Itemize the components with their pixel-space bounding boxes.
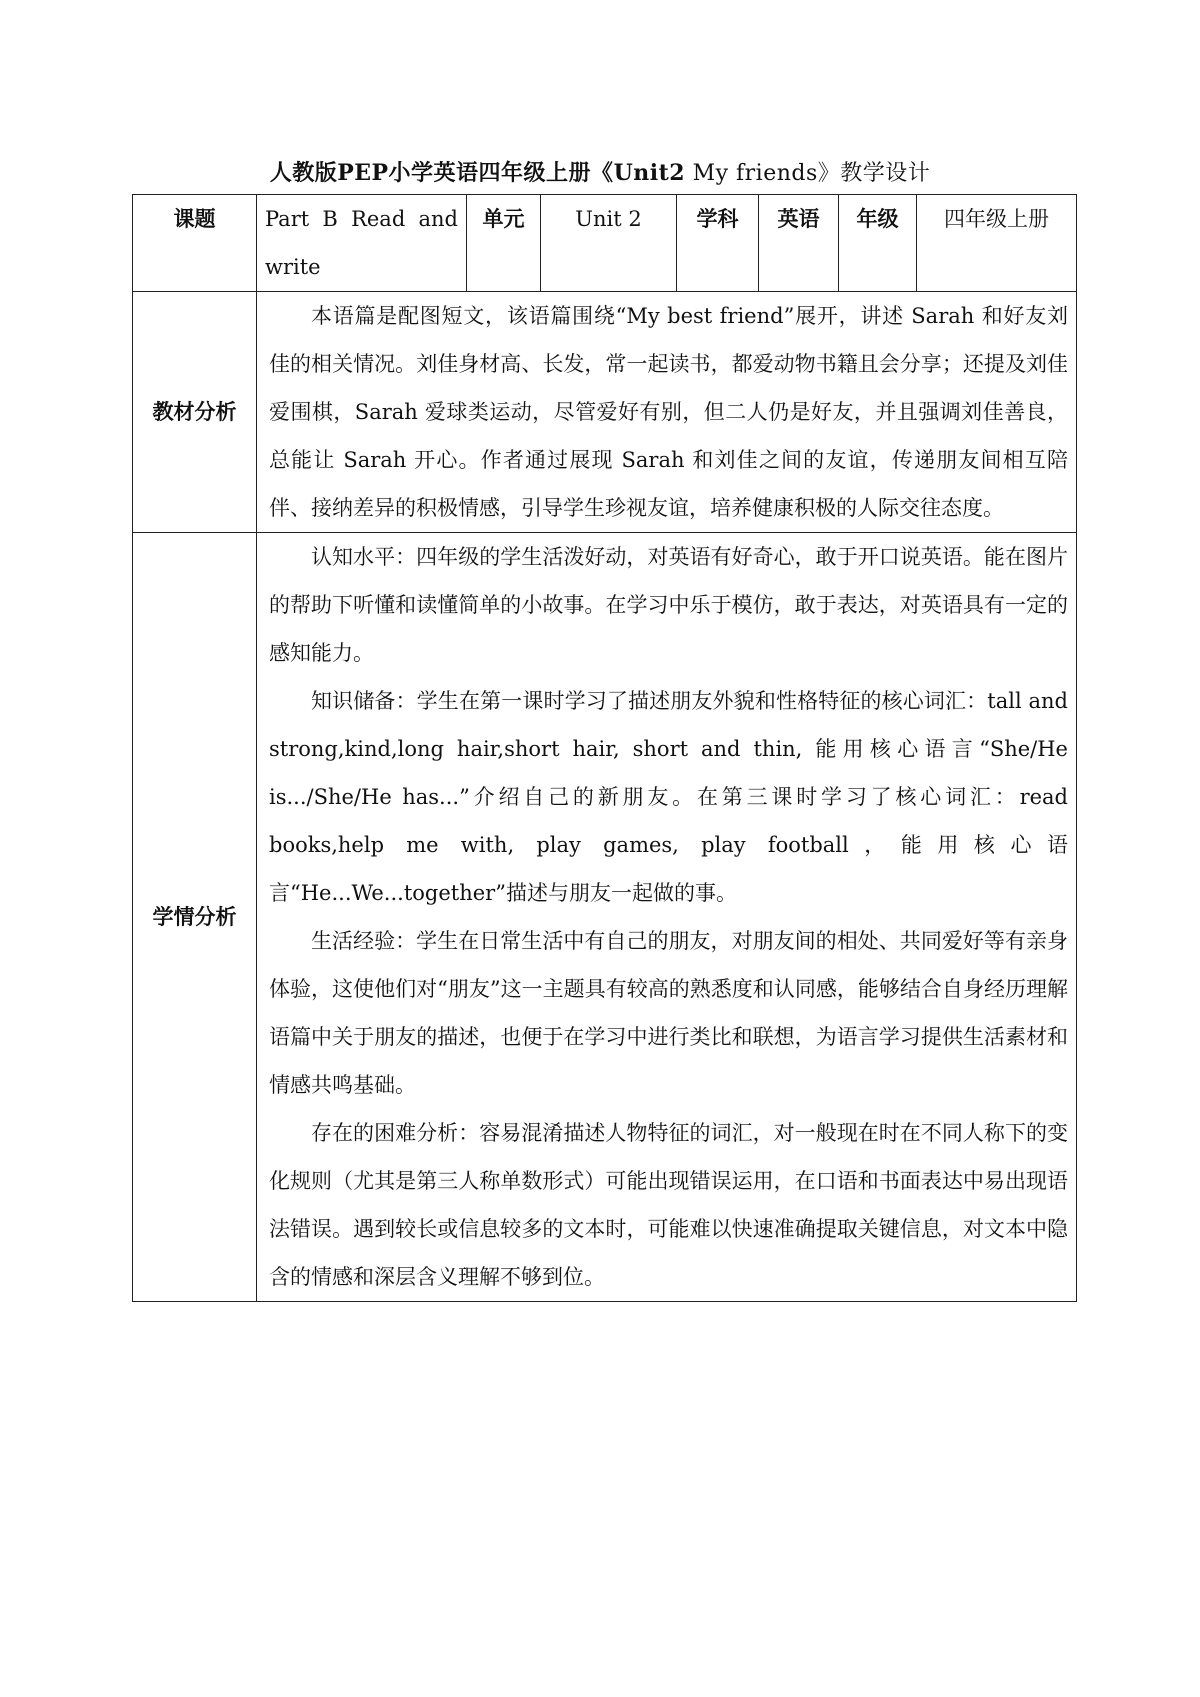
topic-label: 课题 bbox=[133, 195, 257, 292]
material-analysis-label: 教材分析 bbox=[133, 292, 257, 533]
student-analysis-label: 学情分析 bbox=[133, 533, 257, 1302]
lesson-design-table bbox=[132, 194, 1077, 1302]
title-suffix: My friends》教学设计 bbox=[685, 161, 931, 186]
grade-value: 四年级上册 bbox=[917, 195, 1077, 292]
subject-value: 英语 bbox=[759, 195, 839, 292]
topic-value: Part B Read and write bbox=[257, 195, 467, 292]
title-prefix: 人教版PEP小学英语四年级上册《 bbox=[269, 160, 614, 186]
grade-label: 年级 bbox=[839, 195, 917, 292]
unit-label: 单元 bbox=[467, 195, 541, 292]
knowledge-reserve-paragraph: 知识储备：学生在第一课时学习了描述朋友外貌和性格特征的核心词汇：tall and strong,kind,long hair,short hair, short and thin, 能用核心语言“She/He is.../She/He has...”介绍自己的新朋友。在第三课时学习了核心词汇：read books,help me with, play games, play football，能用核心语言“He...We...together”描述与朋友一起做的事。 bbox=[269, 689, 1068, 905]
cognitive-level-paragraph: 认知水平：四年级的学生活泼好动，对英语有好奇心，敢于开口说英语。能在图片的帮助下听懂和读懂简单的小故事。在学习中乐于模仿，敢于表达，对英语具有一定的感知能力。 bbox=[269, 545, 1068, 665]
title-unit: Unit2 bbox=[613, 160, 686, 186]
subject-label: 学科 bbox=[677, 195, 759, 292]
student-analysis-body bbox=[257, 533, 1077, 1302]
header-row bbox=[133, 195, 1077, 292]
material-analysis-row bbox=[133, 292, 1077, 533]
difficulty-analysis-paragraph: 存在的困难分析：容易混淆描述人物特征的词汇，对一般现在时在不同人称下的变化规则（尤其是第三人称单数形式）可能出现错误运用，在口语和书面表达中易出现语法错误。遇到较长或信息较多的文本时，可能难以快速准确提取关键信息，对文本中隐含的情感和深层含义理解不够到位。 bbox=[269, 1121, 1068, 1289]
material-analysis-body bbox=[257, 292, 1077, 533]
student-analysis-row bbox=[133, 533, 1077, 1302]
document-title bbox=[0, 156, 1200, 187]
material-analysis-paragraph: 本语篇是配图短文，该语篇围绕“My best friend”展开，讲述 Sarah 和好友刘佳的相关情况。刘佳身材高、长发，常一起读书，都爱动物书籍且会分享；还提及刘佳爱围棋，Sarah 爱球类运动，尽管爱好有别，但二人仍是好友，并且强调刘佳善良，总能让 Sarah 开心。作者通过展现 Sarah 和刘佳之间的友谊，传递朋友间相互陪伴、接纳差异的积极情感，引导学生珍视友谊，培养健康积极的人际交往态度。 bbox=[269, 304, 1068, 520]
life-experience-paragraph: 生活经验：学生在日常生活中有自己的朋友，对朋友间的相处、共同爱好等有亲身体验，这使他们对“朋友”这一主题具有较高的熟悉度和认同感，能够结合自身经历理解语篇中关于朋友的描述，也便于在学习中进行类比和联想，为语言学习提供生活素材和情感共鸣基础。 bbox=[269, 929, 1068, 1097]
unit-value: Unit 2 bbox=[541, 195, 677, 292]
